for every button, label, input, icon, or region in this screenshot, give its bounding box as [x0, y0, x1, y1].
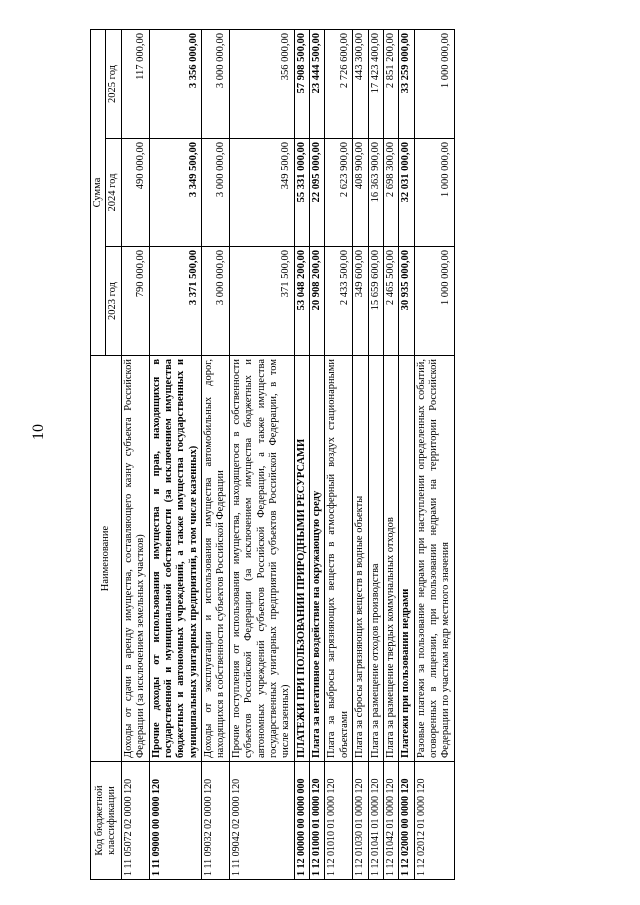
row-code: 1 12 01030 01 0000 120: [353, 762, 368, 880]
row-value-2024: 32 031 000,00: [399, 139, 414, 247]
header-2025: 2025 год: [106, 29, 121, 138]
row-value-2024: 2 698 300,00: [383, 139, 398, 247]
row-code: 1 12 01000 01 0000 120: [310, 762, 325, 880]
row-name: Доходы от эксплуатации и использования имущества автомобильных дорог, находящихся в собственности субъектов Российской Федерации: [202, 356, 230, 762]
row-value-2024: 55 331 000,00: [294, 139, 309, 247]
row-value-2025: 443 300,00: [353, 29, 368, 138]
table-row: [325, 29, 353, 879]
budget-table: [90, 29, 455, 880]
table-row: [294, 29, 309, 879]
row-name: Плата за негативное воздействие на окружающую среду: [310, 356, 325, 762]
row-code: 1 11 05072 02 0000 120: [121, 762, 149, 880]
row-name: ПЛАТЕЖИ ПРИ ПОЛЬЗОВАНИИ ПРИРОДНЫМИ РЕСУРСАМИ: [294, 356, 309, 762]
header-code: Код бюджетной классификации: [91, 762, 122, 880]
table-row: [399, 29, 414, 879]
row-name: Прочие доходы от использования имущества и прав, находящихся в государственной и муниципальной собственности (за исключением имущества бюджетных и автономных учреждений, а также имущества государственных и муниципальных унитарных предприятий, в том числе казенных): [149, 356, 202, 762]
row-value-2023: 2 465 500,00: [383, 247, 398, 356]
row-code: 1 12 01042 01 0000 120: [383, 762, 398, 880]
row-name: Прочие поступления от использования имущества, находящегося в собственности субъектов Российской Федерации (за исключением имущества бюджетных и автономных учреждений субъектов Российской Федерации, а также имущества государственных унитарных предприятий субъектов Российской Федерации, в том числе казенных): [229, 356, 294, 762]
header-sum: Сумма: [91, 29, 106, 355]
row-value-2023: 1 000 000,00: [414, 247, 454, 356]
row-value-2023: 53 048 200,00: [294, 247, 309, 356]
header-2024: 2024 год: [106, 139, 121, 247]
row-code: 1 12 02012 01 0000 120: [414, 762, 454, 880]
row-value-2025: 57 908 500,00: [294, 29, 309, 138]
row-value-2025: 2 726 600,00: [325, 29, 353, 138]
table-row: [121, 29, 149, 879]
table-row: [149, 29, 202, 879]
table-row: [383, 29, 398, 879]
budget-table-container: [90, 30, 455, 880]
row-name: Разовые платежи за пользование недрами при наступлении определенных событий, оговоренных в лицензии, при пользовании недрами на территории Российской Федерации по участкам недр местного значения: [414, 356, 454, 762]
row-value-2024: 16 363 900,00: [368, 139, 383, 247]
table-row: [414, 29, 454, 879]
row-value-2025: 1 000 000,00: [414, 29, 454, 138]
page-number: 10: [30, 424, 47, 440]
row-value-2025: 117 000,00: [121, 29, 149, 138]
row-value-2025: 23 444 500,00: [310, 29, 325, 138]
row-value-2025: 17 423 400,00: [368, 29, 383, 138]
table-row: [353, 29, 368, 879]
row-code: 1 12 01041 01 0000 120: [368, 762, 383, 880]
table-row: [229, 29, 294, 879]
row-code: 1 12 02000 00 0000 120: [399, 762, 414, 880]
row-code: 1 12 01010 01 0000 120: [325, 762, 353, 880]
row-value-2025: 33 259 000,00: [399, 29, 414, 138]
header-name: Наименование: [91, 356, 122, 762]
table-row: [202, 29, 230, 879]
row-value-2023: 790 000,00: [121, 247, 149, 356]
row-value-2024: 22 095 000,00: [310, 139, 325, 247]
row-name: Плата за размещение твердых коммунальных отходов: [383, 356, 398, 762]
row-code: 1 11 09032 02 0000 120: [202, 762, 230, 880]
row-value-2025: 356 000,00: [229, 29, 294, 138]
row-value-2024: 349 500,00: [229, 139, 294, 247]
row-value-2024: 408 900,00: [353, 139, 368, 247]
row-value-2023: 3 000 000,00: [202, 247, 230, 356]
row-code: 1 11 09042 02 0000 120: [229, 762, 294, 880]
row-value-2023: 30 935 000,00: [399, 247, 414, 356]
row-code: 1 11 09000 00 0000 120: [149, 762, 202, 880]
row-name: Плата за размещение отходов производства: [368, 356, 383, 762]
table-row: [310, 29, 325, 879]
row-name: Доходы от сдачи в аренду имущества, составляющего казну субъекта Российской Федерации (за исключением земельных участков): [121, 356, 149, 762]
row-value-2024: 3 000 000,00: [202, 139, 230, 247]
row-value-2023: 349 600,00: [353, 247, 368, 356]
header-2023: 2023 год: [106, 247, 121, 356]
row-value-2024: 490 000,00: [121, 139, 149, 247]
row-name: Платежи при пользовании недрами: [399, 356, 414, 762]
row-value-2025: 3 000 000,00: [202, 29, 230, 138]
table-body: [121, 29, 454, 879]
row-code: 1 12 00000 00 0000 000: [294, 762, 309, 880]
row-value-2023: 2 433 500,00: [325, 247, 353, 356]
row-name: Плата за выбросы загрязняющих веществ в атмосферный воздух стационарными объектами: [325, 356, 353, 762]
row-value-2024: 3 349 500,00: [149, 139, 202, 247]
row-value-2023: 3 371 500,00: [149, 247, 202, 356]
row-value-2023: 20 908 200,00: [310, 247, 325, 356]
row-value-2024: 2 623 900,00: [325, 139, 353, 247]
row-value-2023: 371 500,00: [229, 247, 294, 356]
row-value-2025: 2 851 200,00: [383, 29, 398, 138]
row-name: Плата за сбросы загрязняющих веществ в водные объекты: [353, 356, 368, 762]
row-value-2025: 3 356 000,00: [149, 29, 202, 138]
table-row: [368, 29, 383, 879]
row-value-2024: 1 000 000,00: [414, 139, 454, 247]
row-value-2023: 15 659 600,00: [368, 247, 383, 356]
